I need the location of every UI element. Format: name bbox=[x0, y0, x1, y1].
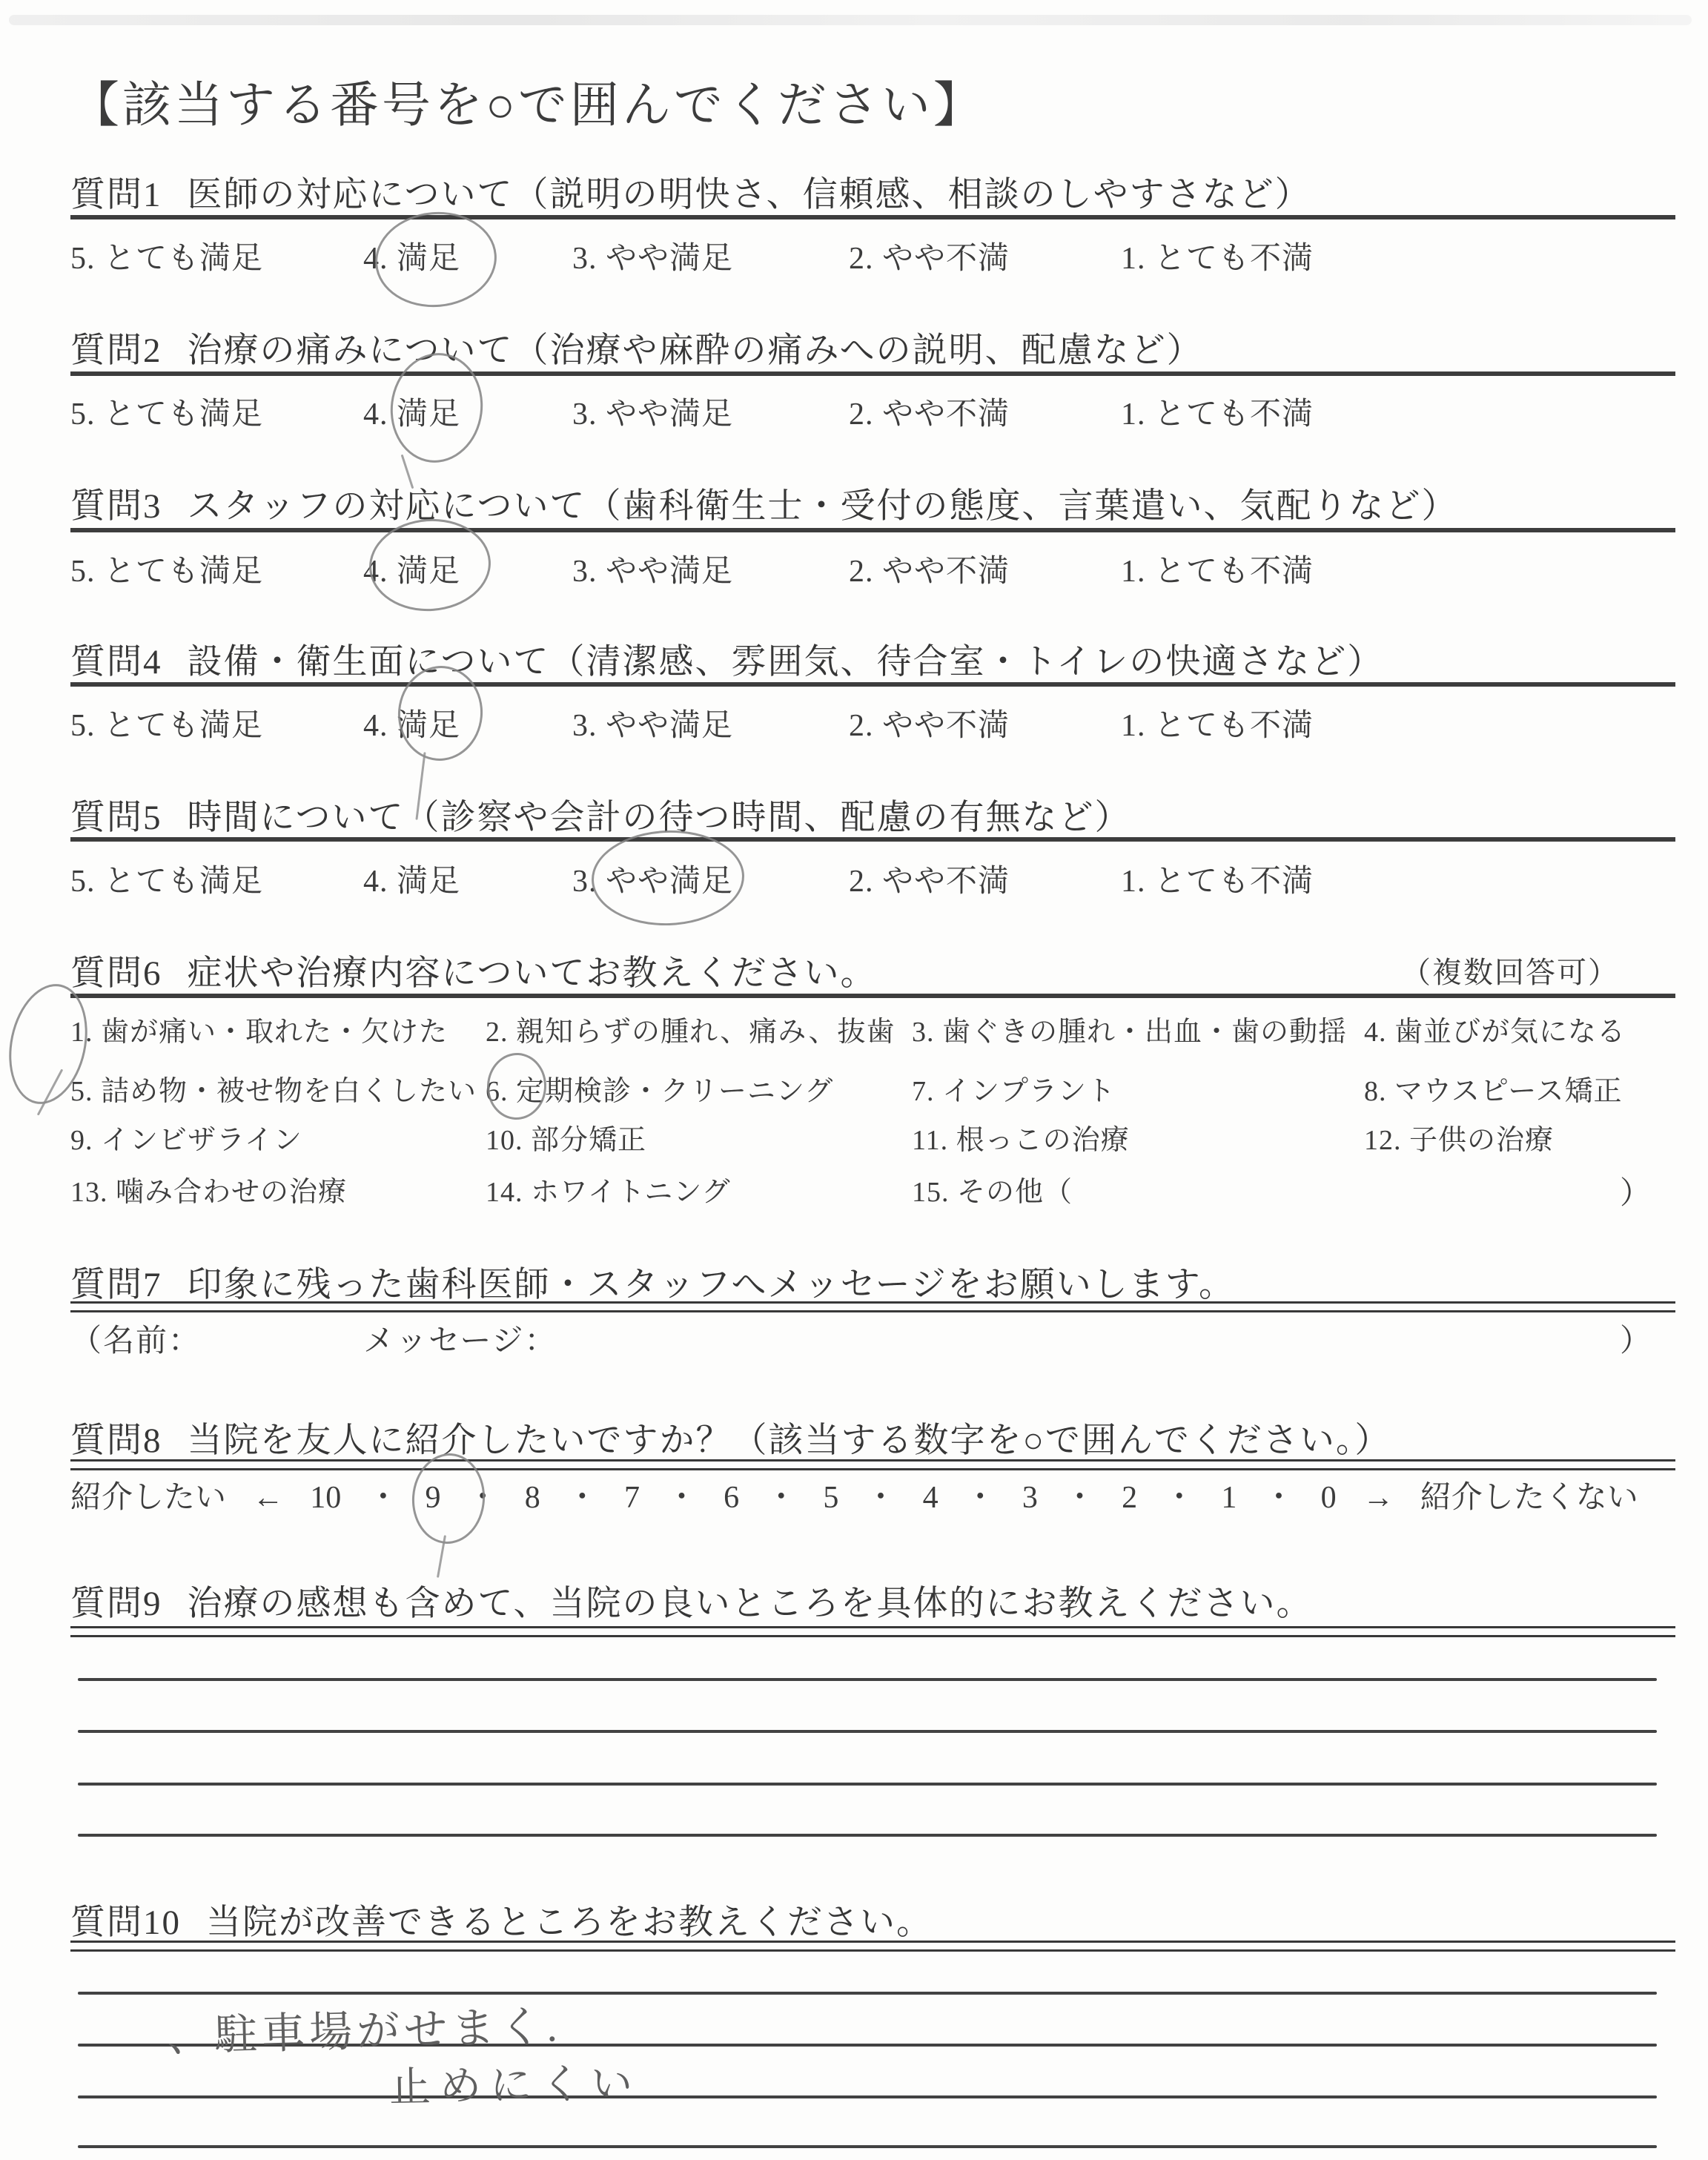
q5-separator bbox=[70, 837, 1675, 842]
q5-option-4: 4. 満足 bbox=[363, 865, 461, 899]
q6-item-3: 3. 歯ぐきの腫れ・出血・歯の動揺 bbox=[912, 1017, 1348, 1048]
q8-dot: ・ bbox=[964, 1481, 996, 1515]
q5-options bbox=[70, 856, 1675, 901]
q6-item-6: 6. 定期検診・クリーニング bbox=[486, 1076, 834, 1107]
q4-options bbox=[70, 701, 1675, 745]
q6-item-14: 14. ホワイトニング bbox=[486, 1177, 731, 1208]
q7-separator bbox=[70, 1301, 1675, 1312]
q4-option-4: 4. 満足 bbox=[363, 709, 461, 743]
q10-title bbox=[70, 1895, 933, 1944]
q5-option-5: 5. とても満足 bbox=[70, 865, 264, 899]
q6-item-13: 13. 噛み合わせの治療 bbox=[70, 1177, 348, 1208]
q8-number-2: 2 bbox=[1122, 1481, 1138, 1515]
q4-option-3: 3. やや満足 bbox=[572, 709, 734, 743]
q8-right-label: 紹介したくない bbox=[1420, 1481, 1638, 1515]
q6-text: 症状や治療内容についてお教えください。 bbox=[187, 954, 877, 993]
q8-arrow-left: ← bbox=[252, 1481, 284, 1515]
q6-item-4: 4. 歯並びが気になる bbox=[1364, 1017, 1626, 1048]
q5-option-2: 2. やや不満 bbox=[849, 865, 1010, 899]
q6-other-close-paren: ） bbox=[1620, 1177, 1652, 1211]
q5-answer-circle bbox=[590, 828, 746, 928]
q7-text: 印象に残った歯科医師・スタッフへメッセージをお願いします。 bbox=[187, 1266, 1235, 1304]
q1-option-5: 5. とても満足 bbox=[70, 242, 264, 276]
q3-separator bbox=[70, 528, 1675, 532]
q5-text: 時間について（診察や会計の待つ時間、配慮の有無など） bbox=[187, 799, 1131, 837]
q4-option-1: 1. とても不満 bbox=[1121, 709, 1314, 743]
q6-item-12: 12. 子供の治療 bbox=[1364, 1125, 1555, 1156]
q10-answer-line-4 bbox=[78, 2145, 1657, 2148]
q8-label: 質問8 bbox=[70, 1421, 162, 1460]
q4-text: 設備・衛生面について（清潔感、雰囲気、待合室・トイレの快適さなど） bbox=[187, 643, 1384, 681]
scan-artifact-band bbox=[9, 15, 1692, 25]
q6-item-9: 9. インビザライン bbox=[70, 1125, 302, 1156]
q8-separator bbox=[70, 1459, 1675, 1470]
q6-item6-circle bbox=[486, 1051, 549, 1121]
q6-items-row1 bbox=[70, 1008, 1675, 1050]
q4-option-5: 5. とても満足 bbox=[70, 709, 264, 743]
q3-option-5: 5. とても満足 bbox=[70, 555, 264, 589]
q10-handwriting-line1: 、駐車場がせまく. bbox=[166, 2002, 563, 2061]
q7-title bbox=[70, 1257, 1235, 1307]
q2-option-2: 2. やや不満 bbox=[849, 397, 1010, 432]
q8-number-7: 7 bbox=[623, 1481, 640, 1515]
q7-name-field-label: （名前： bbox=[70, 1324, 202, 1358]
q8-dot: ・ bbox=[765, 1481, 797, 1515]
q6-note: （複数回答可） bbox=[1401, 956, 1619, 989]
q8-number-8: 8 bbox=[524, 1481, 540, 1515]
q9-answer-line-2 bbox=[78, 1730, 1657, 1733]
q7-message-field-label: メッセージ： bbox=[363, 1324, 557, 1358]
q2-title bbox=[70, 323, 1203, 372]
q8-arrow-right: → bbox=[1363, 1481, 1394, 1515]
q9-text: 治療の感想も含めて、当院の良いところを具体的にお教えください。 bbox=[187, 1585, 1313, 1623]
q8-number-0: 0 bbox=[1320, 1481, 1337, 1515]
q10-answer-line-3 bbox=[78, 2095, 1657, 2098]
q6-item-8: 8. マウスピース矯正 bbox=[1364, 1076, 1623, 1107]
q5-option-1: 1. とても不満 bbox=[1121, 865, 1314, 899]
q8-text: 当院を友人に紹介したいですか？（該当する数字を○で囲んでください。） bbox=[187, 1421, 1391, 1460]
q10-label: 質問10 bbox=[70, 1903, 181, 1942]
q9-answer-line-3 bbox=[78, 1783, 1657, 1786]
q1-title bbox=[70, 167, 1311, 217]
q8-dot: ・ bbox=[367, 1481, 399, 1515]
q6-item-11: 11. 根っこの治療 bbox=[912, 1125, 1130, 1156]
page-title: 【該当する番号を○で囲んでください】 bbox=[70, 79, 985, 133]
q6-items-row4 bbox=[70, 1169, 1675, 1210]
q6-title bbox=[70, 945, 877, 995]
q8-left-label: 紹介したい bbox=[70, 1481, 227, 1515]
q8-number-5: 5 bbox=[823, 1481, 839, 1515]
q1-option-3: 3. やや満足 bbox=[572, 242, 734, 276]
q8-dot: ・ bbox=[1064, 1481, 1096, 1515]
q6-separator bbox=[70, 994, 1675, 998]
q4-option-2: 2. やや不満 bbox=[849, 709, 1010, 743]
q3-text: スタッフの対応について（歯科衛生士・受付の態度、言葉遣い、気配りなど） bbox=[187, 487, 1458, 526]
q7-label: 質問7 bbox=[70, 1266, 162, 1304]
q5-title bbox=[70, 790, 1131, 839]
q6-items-row3 bbox=[70, 1117, 1675, 1158]
q9-title bbox=[70, 1576, 1313, 1625]
q6-item-15: 15. その他（ bbox=[912, 1177, 1073, 1208]
q9-answer-line-1 bbox=[78, 1678, 1657, 1681]
q6-item-10: 10. 部分矯正 bbox=[486, 1125, 647, 1156]
q8-dot: ・ bbox=[467, 1481, 499, 1515]
q1-text: 医師の対応について（説明の明快さ、信頼感、相談のしやすさなど） bbox=[187, 176, 1311, 214]
q6-label: 質問6 bbox=[70, 954, 162, 993]
q2-option-3: 3. やや満足 bbox=[572, 397, 734, 432]
q8-dot: ・ bbox=[566, 1481, 598, 1515]
q8-dot: ・ bbox=[865, 1481, 897, 1515]
q6-item-7: 7. インプラント bbox=[912, 1076, 1116, 1107]
q8-number-3: 3 bbox=[1022, 1481, 1038, 1515]
q10-text: 当院が改善できるところをお教えください。 bbox=[206, 1903, 933, 1942]
q1-options bbox=[70, 234, 1675, 278]
q3-title bbox=[70, 478, 1458, 528]
q2-option-4: 4. 満足 bbox=[363, 397, 461, 432]
q3-option-3: 3. やや満足 bbox=[572, 555, 734, 589]
q8-number-4: 4 bbox=[922, 1481, 939, 1515]
q2-options bbox=[70, 389, 1675, 434]
q2-label: 質問2 bbox=[70, 331, 162, 370]
q1-label: 質問1 bbox=[70, 176, 162, 214]
q3-option-1: 1. とても不満 bbox=[1121, 555, 1314, 589]
q9-separator bbox=[70, 1626, 1675, 1637]
q1-separator bbox=[70, 215, 1675, 219]
q4-label: 質問4 bbox=[70, 643, 162, 681]
q1-option-4: 4. 満足 bbox=[363, 242, 461, 276]
q4-separator bbox=[70, 682, 1675, 687]
q6-item-2: 2. 親知らずの腫れ、痛み、抜歯 bbox=[486, 1017, 896, 1048]
q7-close-paren: ） bbox=[1620, 1324, 1653, 1358]
q10-separator bbox=[70, 1941, 1675, 1952]
q9-answer-line-4 bbox=[78, 1834, 1657, 1837]
q5-option-3: 3. やや満足 bbox=[572, 865, 734, 899]
q9-label: 質問9 bbox=[70, 1585, 162, 1623]
q8-nps-scale bbox=[70, 1473, 1638, 1517]
q2-option-5: 5. とても満足 bbox=[70, 397, 264, 432]
q8-number-1: 1 bbox=[1221, 1481, 1237, 1515]
q2-option-1: 1. とても不満 bbox=[1121, 397, 1314, 432]
q1-answer-circle bbox=[371, 207, 501, 312]
q8-dot: ・ bbox=[666, 1481, 698, 1515]
q3-option-4: 4. 満足 bbox=[363, 555, 461, 589]
q10-answer-line-1 bbox=[78, 1992, 1657, 1995]
q6-item-1: 1. 歯が痛い・取れた・欠けた bbox=[70, 1017, 448, 1048]
q3-label: 質問3 bbox=[70, 487, 162, 526]
q1-option-2: 2. やや不満 bbox=[849, 242, 1010, 276]
q4-title bbox=[70, 634, 1383, 684]
q8-number-10: 10 bbox=[310, 1481, 342, 1515]
q2-separator bbox=[70, 371, 1675, 376]
q3-option-2: 2. やや不満 bbox=[849, 555, 1010, 589]
q10-handwriting-line2: 止めにくい bbox=[388, 2061, 642, 2111]
q5-label: 質問5 bbox=[70, 799, 162, 837]
q8-number-9: 9 bbox=[425, 1481, 441, 1515]
q8-dot: ・ bbox=[1262, 1481, 1294, 1515]
q8-title bbox=[70, 1413, 1391, 1462]
q3-options bbox=[70, 546, 1675, 591]
q8-number-6: 6 bbox=[724, 1481, 740, 1515]
q6-item-5: 5. 詰め物・被せ物を白くしたい bbox=[70, 1076, 477, 1107]
q8-dot: ・ bbox=[1163, 1481, 1195, 1515]
q2-text: 治療の痛みについて（治療や麻酔の痛みへの説明、配慮など） bbox=[187, 331, 1203, 370]
q1-option-1: 1. とても不満 bbox=[1121, 242, 1314, 276]
q6-items-row2 bbox=[70, 1068, 1675, 1109]
